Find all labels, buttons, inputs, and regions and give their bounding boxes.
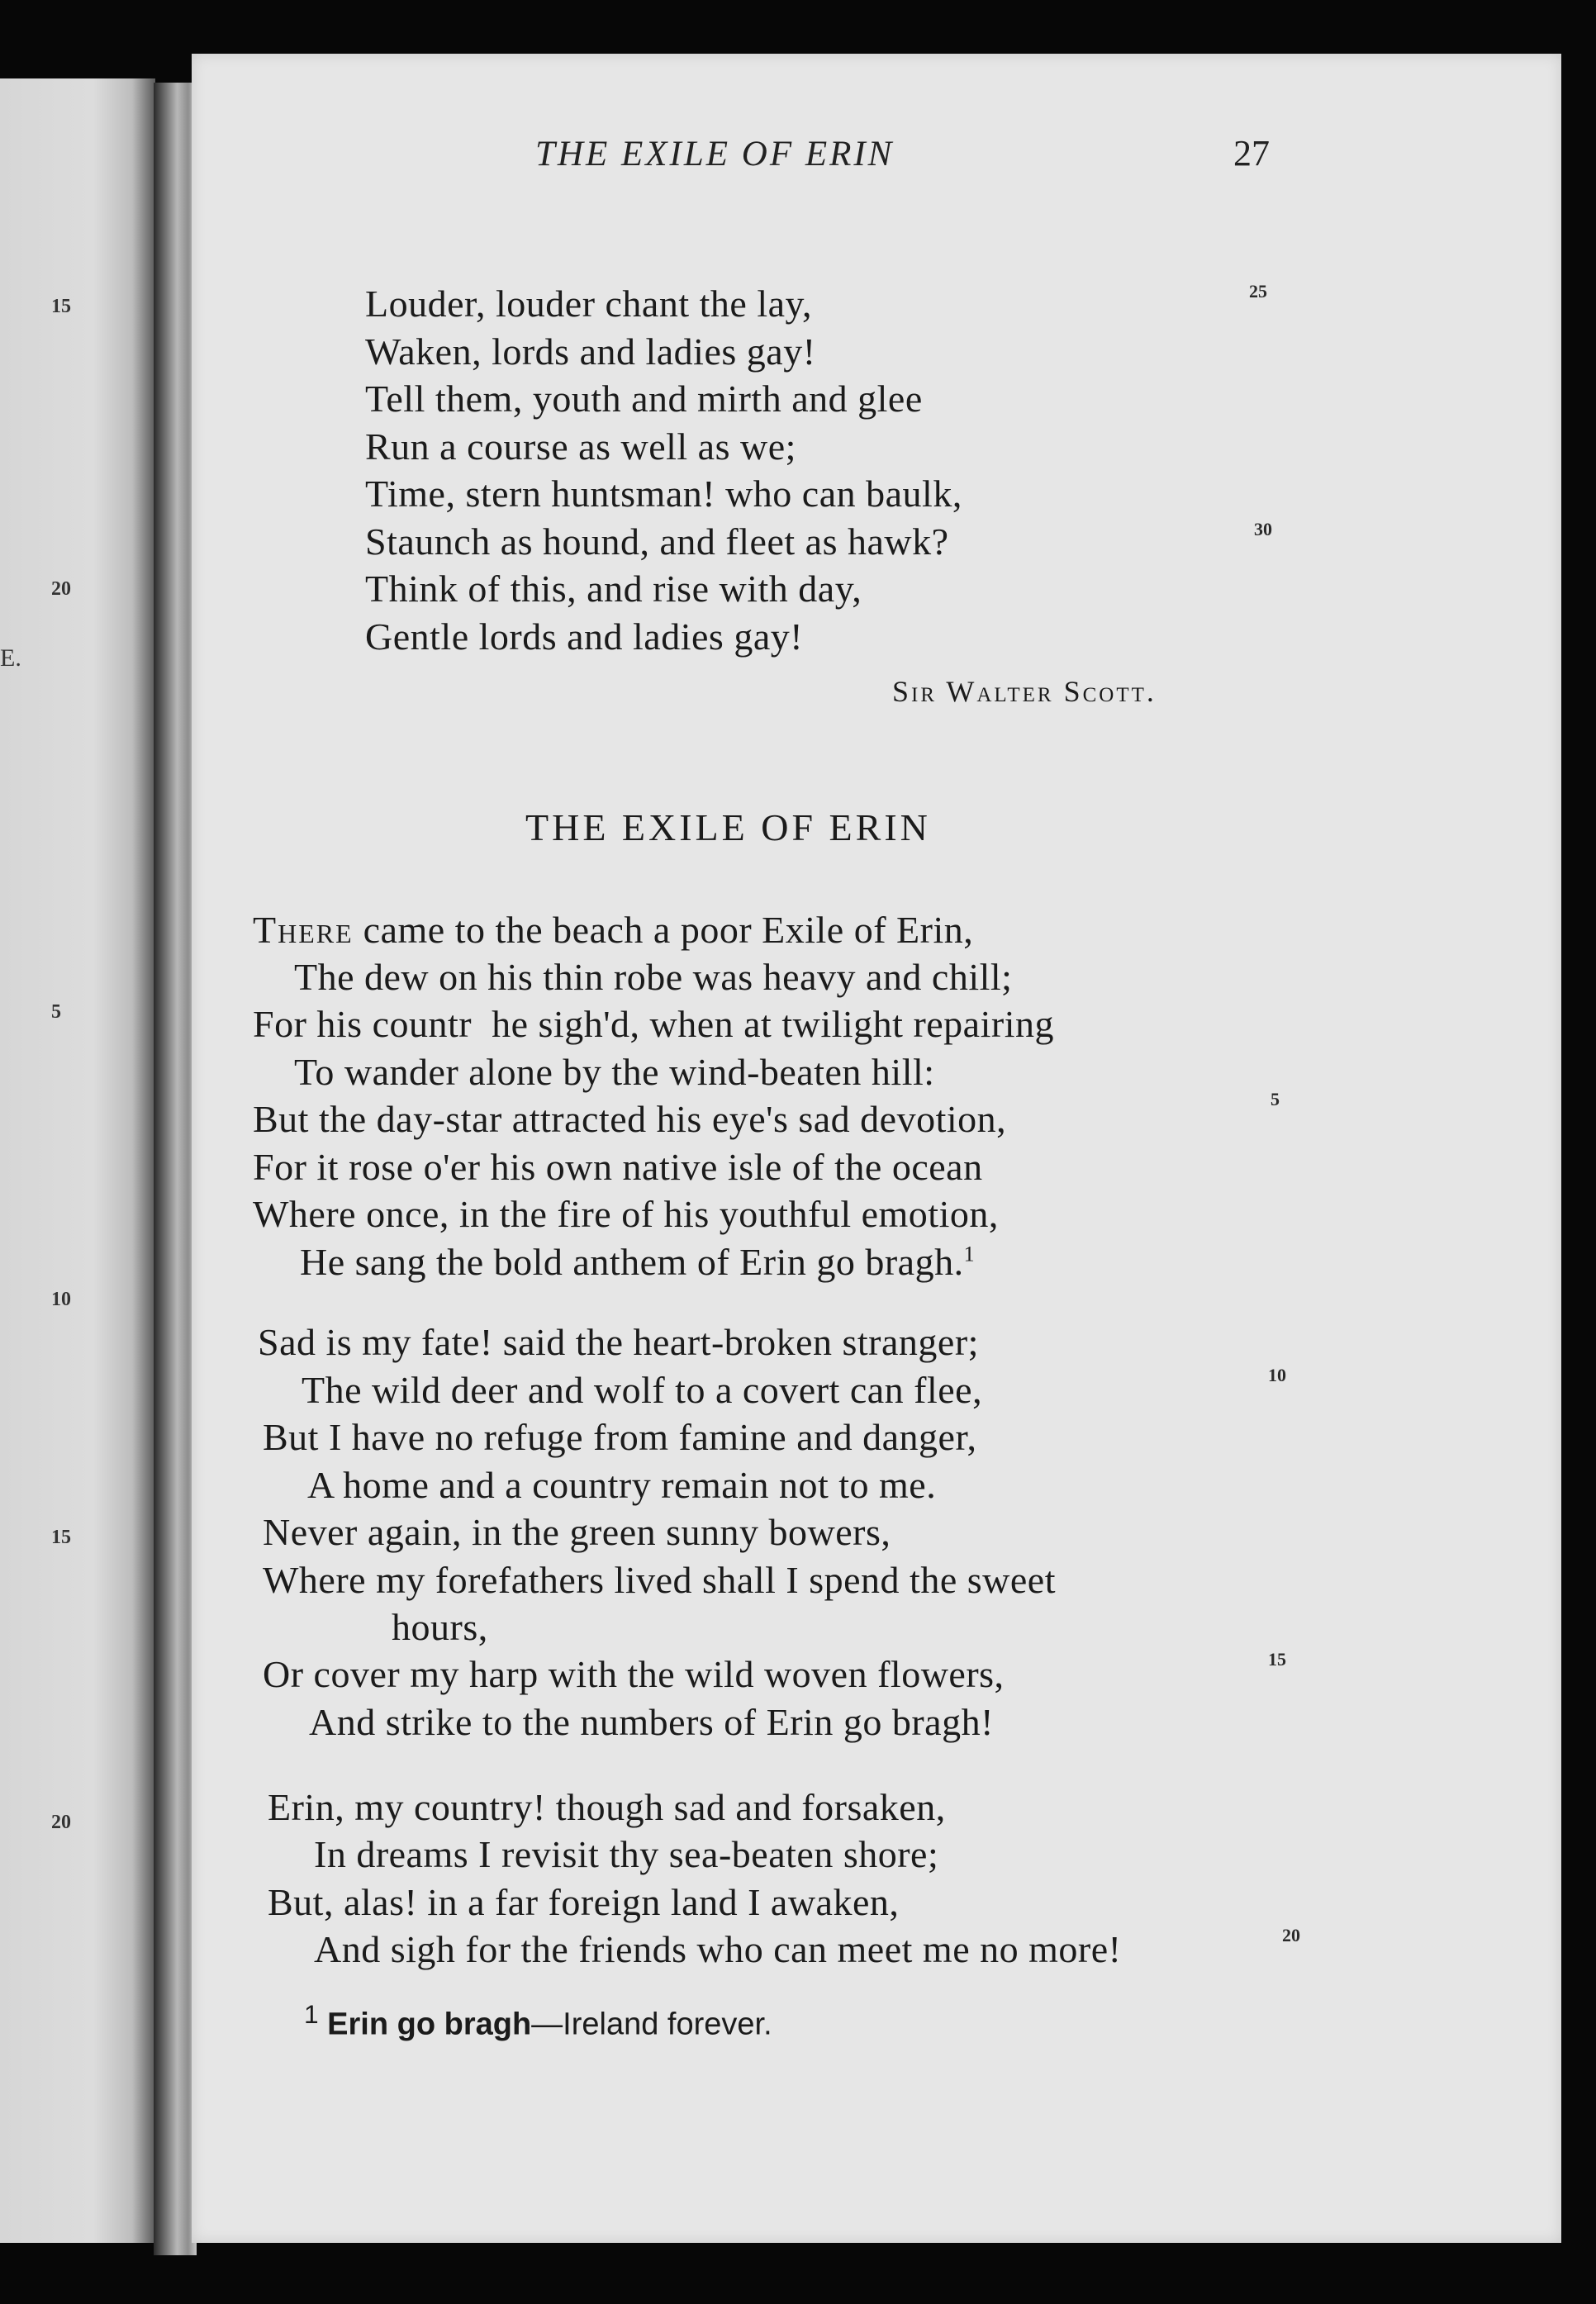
right-line-number: 10 [1268,1365,1286,1385]
footnote-reference: 1 [963,1242,976,1266]
right-line-number: 30 [1254,519,1272,539]
footnote [304,1999,772,2043]
poem-line: The wild deer and wolf to a covert can flee, [302,1369,983,1411]
footnote-marker: 1 [304,1999,319,2029]
footnote-term: Erin go bragh [327,2007,532,2042]
poem-line: Think of this, and rise with day, [365,568,862,610]
poem-line [300,1243,975,1281]
poem-attribution: Sir Walter Scott. [892,675,1157,708]
poem-line: Run a course as well as we; [365,425,796,468]
poem-line: The dew on his thin robe was heavy and chill; [294,956,1013,998]
poem-line: Never again, in the green sunny bowers, [263,1511,891,1553]
right-line-number: 5 [1271,1089,1280,1109]
poem-line: Where once, in the fire of his youthful emotion, [253,1193,999,1235]
left-line-number: 5 [51,1001,61,1023]
poem-line: Or cover my harp with the wild woven flowers, [263,1653,1005,1695]
poem-line: Time, stern huntsman! who can baulk, [365,473,962,515]
poem-line: A home and a country remain not to me. [307,1464,937,1506]
left-line-number: 10 [51,1289,71,1310]
poem-line: To wander alone by the wind-beaten hill: [294,1051,935,1093]
left-line-number: 20 [51,578,71,600]
poem-line: Gentle lords and ladies gay! [365,615,804,658]
poem-line: Waken, lords and ladies gay! [365,330,816,373]
left-line-number: 20 [51,1812,71,1833]
poem-title: THE EXILE OF ERIN [525,806,931,848]
poem-line: Louder, louder chant the lay, [365,283,813,325]
poem-line: For his countr he sigh'd, when at twilight repairing [253,1003,1054,1045]
poem-line: But I have no refuge from famine and danger, [263,1416,977,1458]
poem-line: Tell them, youth and mirth and glee [365,378,923,420]
left-page-edge-mark: E. [0,644,21,672]
poem-line: And strike to the numbers of Erin go bragh! [309,1701,994,1743]
facing-page-edge [0,78,155,2243]
right-line-number: 15 [1268,1649,1286,1670]
poem-line: In dreams I revisit thy sea-beaten shore; [314,1833,939,1875]
poem-line: And sigh for the friends who can meet me no more! [314,1928,1122,1970]
book-spine [154,83,197,2255]
poem-line: hours, [392,1606,488,1648]
poem-line: Sad is my fate! said the heart-broken stranger; [258,1321,979,1363]
poem-line: Erin, my country! though sad and forsaken, [268,1786,946,1828]
poem-first-word: There [253,909,354,951]
poem-line: But, alas! in a far foreign land I awaken, [268,1881,900,1923]
poem-line-text: He sang the bold anthem of Erin go bragh. [300,1241,964,1283]
right-line-number: 25 [1249,281,1267,302]
poem-first-line-rest: came to the beach a poor Exile of Erin, [353,909,974,951]
page-number: 27 [1233,133,1270,173]
poem-line: Where my forefathers lived shall I spend the sweet [263,1559,1056,1601]
poem-line [253,911,973,949]
running-title: THE EXILE OF ERIN [535,135,895,173]
footnote-definition: —Ireland forever. [531,2007,772,2042]
poem-line: For it rose o'er his own native isle of the ocean [253,1146,983,1188]
poem-line: But the day-star attracted his eye's sad devotion, [253,1098,1007,1140]
left-line-number: 15 [51,296,71,317]
poem-line: Staunch as hound, and fleet as hawk? [365,520,949,563]
left-line-number: 15 [51,1527,71,1548]
right-line-number: 20 [1282,1925,1300,1945]
